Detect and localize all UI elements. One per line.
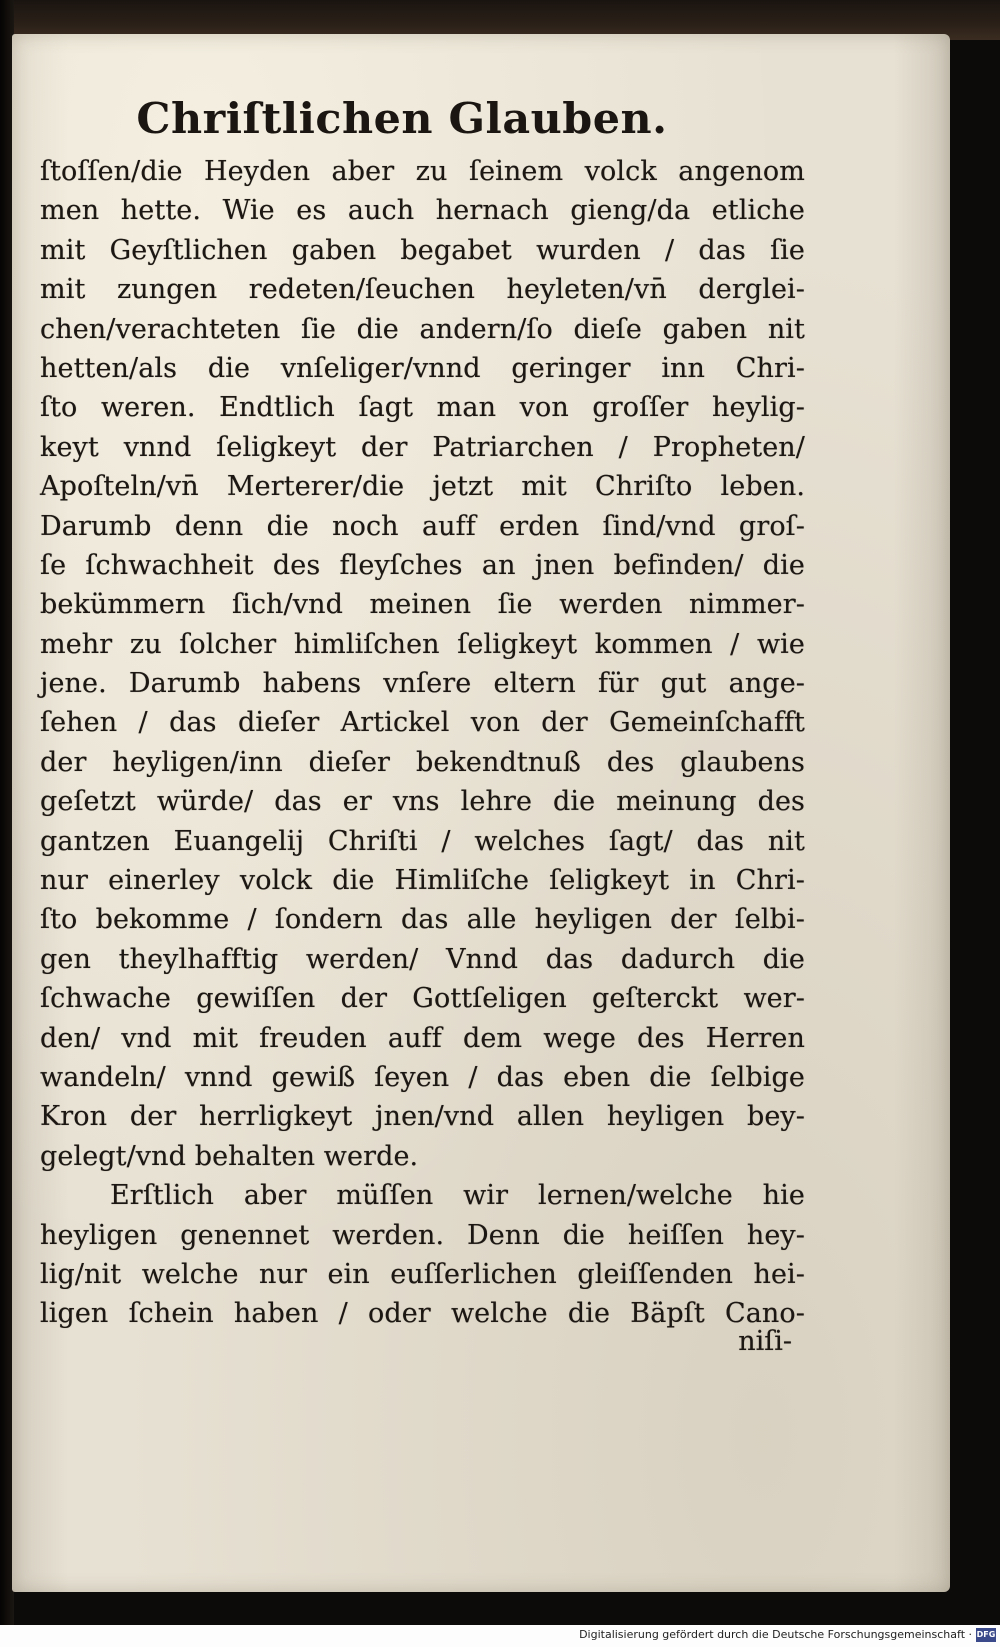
catchword: niſi- [738,1326,792,1357]
text-line: den/ vnd mit freuden auff dem wege des Herren [40,1022,805,1054]
footer-bar [0,1625,1000,1647]
text-line: chen/verachteten ſie die andern/ſo dieſe gaben nit [40,313,805,345]
body-text [40,152,805,1334]
funding-credit: Digitalisierung gefördert durch die Deutsche Forschungsgemeinschaft · [579,1628,972,1641]
book-page [12,34,950,1592]
text-line: mehr zu ſolcher himliſchen ſeligkeyt kommen / wie [40,628,805,660]
text-line: heyligen genennet werden. Denn die heiſſen hey- [40,1219,805,1251]
dfg-logo-icon: DFG [976,1628,996,1642]
text-line: ſto weren. Endtlich ſagt man von groſſer heylig- [40,392,805,424]
text-line: der heyligen/inn dieſer bekendtnuß des glaubens [40,746,805,778]
text-line: Darumb denn die noch auff erden ſind/vnd groſ- [40,510,805,542]
text-line: gen theylhafftig werden/ Vnnd das dadurch die [40,943,805,975]
text-line: hetten/als die vnſeliger/vnnd geringer inn Chri- [40,352,805,384]
text-line: ligen ſchein haben / oder welche die Bäpſt Cano- [40,1298,805,1330]
text-line: jene. Darumb habens vnſere eltern für gut ange- [40,668,805,700]
text-line: ſto bekomme / ſondern das alle heyligen der ſelbi- [40,904,805,936]
text-line: nur einerley volck die Himliſche ſeligkeyt in Chri- [40,865,805,897]
text-line: ſtoſſen/die Heyden aber zu ſeinem volck angenom [40,156,805,187]
running-head: Chriſtlichen Glauben. [136,94,668,143]
text-line: lig/nit welche nur ein euſſerlichen gleiſſenden hei- [40,1258,805,1290]
text-line: ſchwache gewiſſen der Gottſeligen geſterckt wer- [40,983,805,1015]
text-line-paragraph-end: gelegt/vnd behalten werde. [40,1140,419,1172]
text-line-paragraph-start: Erſtlich aber müſſen wir lernen/welche hie [110,1180,805,1212]
text-line: bekümmern ſich/vnd meinen ſie werden nimmer- [40,589,805,621]
text-line: mit Geyſtlichen gaben begabet wurden / das ſie [40,234,805,266]
text-line: gantzen Euangelij Chriſti / welches ſagt/ das nit [40,825,805,857]
text-line: mit zungen redeten/ſeuchen heyleten/vn̄ derglei- [40,274,805,306]
text-line: geſetzt würde/ das er vns lehre die meinung des [40,786,805,818]
text-line: ſe ſchwachheit des fleyſches an jnen befinden/ die [40,549,805,581]
text-line: Kron der herrligkeyt jnen/vnd allen heyligen bey- [40,1101,805,1133]
text-line: Apoſteln/vn̄ Merterer/die jetzt mit Chriſto leben. [40,471,805,503]
text-line: ſehen / das dieſer Artickel von der Gemeinſchafft [40,707,805,739]
text-line: men hette. Wie es auch hernach gieng/da etliche [40,195,805,227]
text-line: wandeln/ vnnd gewiß ſeyen / das eben die ſelbige [40,1061,805,1093]
text-line: keyt vnnd ſeligkeyt der Patriarchen / Propheten/ [40,431,805,463]
